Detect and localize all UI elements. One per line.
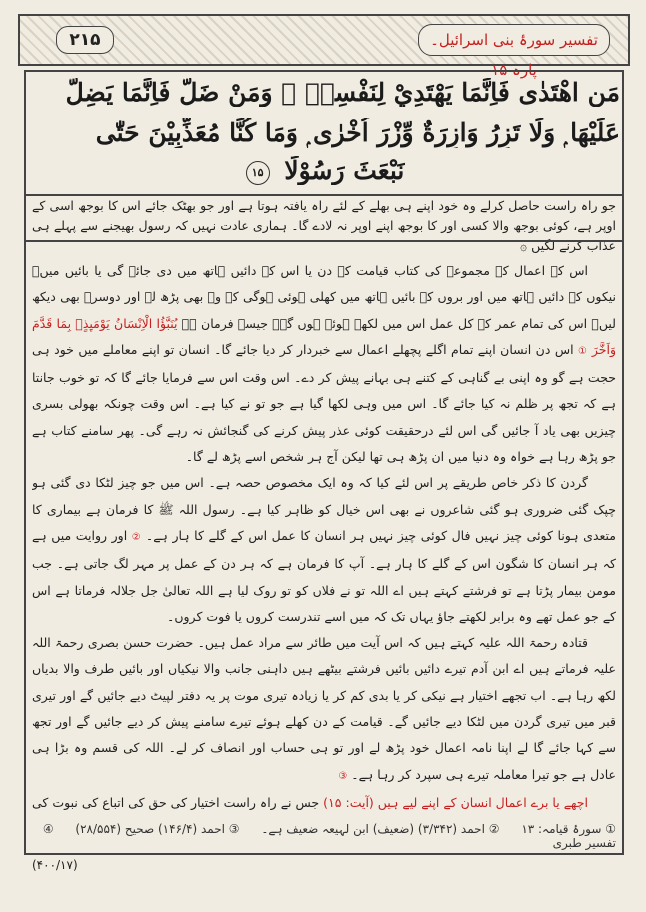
page-number: ۲۱۵: [56, 26, 114, 54]
section-heading: اچھے یا برے اعمال انسان کے اپنے لیے ہیں: [377, 794, 588, 810]
paragraph: قتادہ رحمۃ اللہ علیہ کہتے ہیں کہ اس آیت میں طائر سے مراد عمل ہیں۔ حضرت حسن بصری رحمۃ اللہ علیہ فرماتے ہیں اے ابن آدم تیرے دائیں بائیں فرشتے بیٹھے ہیں داہنی جانب والا نیکیاں اور بائیں طرف والا بدیاں لکھ رہا ہے۔ اب تجھے اختیار ہے نیکی کر یا بدی کم کر یا زیادہ تیری موت پر یہ دفتر لپیٹ دیے جائیں گے اور تیری قبر میں تیری گردن میں لٹکا دیے جائیں گے۔ قیامت کے دن کھلے ہوئے تیرے سامنے پیش کر دیے جائیں گے اور تجھ سے کہا جائے گا لے اپنا نامہ اعمال خود پڑھ لے اور تو ہی حساب اور انصاف کر لے۔ اللہ کی قسم وہ بڑا ہی عادل ہے جو تیرا معاملہ تیرے ہی سپرد کر رہا ہے۔ ③: [32, 635, 616, 782]
paragraph: اس کے اعمال کے مجموعے کی کتاب قیامت کے دن یا اس کے دائیں ہاتھ میں دی جائے گی یا بائیں میں۔ نیکوں کے دائیں ہاتھ میں اور بروں کے بائیں ہاتھ میں کھلی ہوئی ہوگی کہ وہ بھی پڑھ لے اور دوسرے بھی دیکھ لیں۔ اس کی تمام عمر کے کل عمل اس میں لکھے ہوئے ہوں گے۔ جیسے فرمان ہے يُنَبَّؤُا الْاِنْسَانُ يَوْمَىِٕذٍۢ بِمَا قَدَّمَ وَاَخَّرَ ① اس دن انسان اپنے تمام اگلے پچھلے اعمال سے خبردار کر دیا جائے گا۔ انسان تو اپنے معاملے میں خود ہی حجت ہے گو وہ اپنی بے گناہی کے کتنے ہی بہانے پیش کر دے۔ اس وقت اس سے فرمایا جائے گا کہ تو خوب جانتا ہے کہ تجھ پر ظلم نہ کیا جائے گا۔ اس میں وہی لکھا گیا ہے جو تو نے کیا ہے۔ اس وقت چونکہ بھولی بسری چیزیں بھی یاد آ جائیں گی اس لئے درحقیقت کوئی عذر پیش کرنے کی گنجائش نہ رہے گی۔ پھر سامنے کتاب ہے جو پڑھ رہا ہے خواہ وہ دنیا میں ان پڑھ ہی تھا لیکن آج ہر شخص اسے پڑھ لے گا۔: [32, 263, 616, 465]
verse-line-1: مَنِ اهْتَدٰى فَاِنَّمَا يَهْتَدِيْ لِنَفْسِهٖ ۚ وَمَنْ ضَلَّ فَاِنَّمَا يَضِلُّ: [65, 78, 620, 107]
paragraph: گردن کا ذکر خاص طریقے پر اس لئے کیا کہ وہ ایک مخصوص حصہ ہے۔ اس میں جو چیز لٹکا دی گئی ہو چپک گئی ضروری ہو گئی شاعروں نے بھی اس خیال کو ظاہر کیا ہے۔ رسول اللہ ﷺ کا فرمان ہے بیماری کا متعدی ہونا کوئی چیز نہیں فال کوئی چیز نہیں ہر انسان کا عمل اس کے گلے کا ہار ہے۔ ② اور روایت میں ہے کہ ہر انسان کا شگون اس کے گلے کا ہار ہے۔ آپ کا فرمان ہے کہ ہر دن کے عمل پر مہر لگ جاتی ہے۔ جب مومن بیمار پڑتا ہے تو فرشتے کہتے ہیں اے اللہ تو نے فلاں کو تو روک لیا ہے اللہ تعالیٰ جل جلالہ فرماتا ہے اس کے جو عمل تھے وہ برابر لکھتے جاؤ یہاں تک کہ میں اسے تندرست کروں یا فوت کروں۔: [32, 475, 616, 624]
translation-divider: [24, 240, 624, 242]
quoted-verse: يُنَبَّؤُا الْاِنْسَانُ يَوْمَىِٕذٍۢ بِمَا قَدَّمَ وَاَخَّرَ: [32, 315, 616, 357]
verse-line-2: عَلَيْهَا ۭ وَلَا تَزِرُ وَازِرَةٌ وِّزْرَ اُخْرٰى ۭ وَمَا كُنَّا مُعَذِّبِيْنَ حَتّٰى: [95, 118, 620, 147]
footnote-ref: ②: [131, 531, 142, 543]
verse-line-3-text: نَبْعَثَ رَسُوْلًا: [284, 156, 405, 185]
verse-number-marker: ۱۵: [246, 161, 270, 185]
footnote: ② احمد (۳/۳۴۲) (ضعیف) ابن لہیعہ ضعیف ہے۔: [261, 822, 500, 836]
footnote-ref: ③: [338, 770, 348, 782]
verse-translation: جو راہ راست حاصل کرلے وہ خود اپنے ہی بھلے کے لئے راہ یافتہ ہوتا ہے اور جو بھٹک جائے اس کا بوجھ اسی کے اوپر ہے، کوئی بوجھ والا کسی اور کا بوجھ اپنے اوپر نہ لادے گا۔ ہماری عادت نہیں کہ رسول بھیجنے سے پہلے ہی عذاب کرنے لگیں ۞: [32, 198, 616, 253]
footnote-ref: ①: [578, 345, 588, 357]
paragraph: اچھے یا برے اعمال انسان کے اپنے لیے ہیں (آیت: ۱۵) جس نے راہ راست اختیار کی حق کی اتباع کی نبوت کی: [32, 794, 588, 810]
running-title: تفسیر سورۂ بنی اسرائیل۔ پارہ ۱۵: [418, 24, 610, 56]
commentary-body: [32, 258, 616, 810]
footnote: ④ تفسیر طبری: [42, 822, 616, 850]
footnote-continuation: (۴۰۰/۱۷): [32, 858, 78, 872]
footnotes: [32, 822, 616, 850]
footnote: ③ احمد (۱۴۶/۴) صحیح (۲۸/۵۵۴): [75, 822, 240, 836]
footnote: ① سورۂ قیامہ: ۱۳: [521, 822, 616, 836]
verse-line-3: [30, 156, 620, 185]
verse-reference: (آیت: ۱۵): [323, 794, 374, 810]
